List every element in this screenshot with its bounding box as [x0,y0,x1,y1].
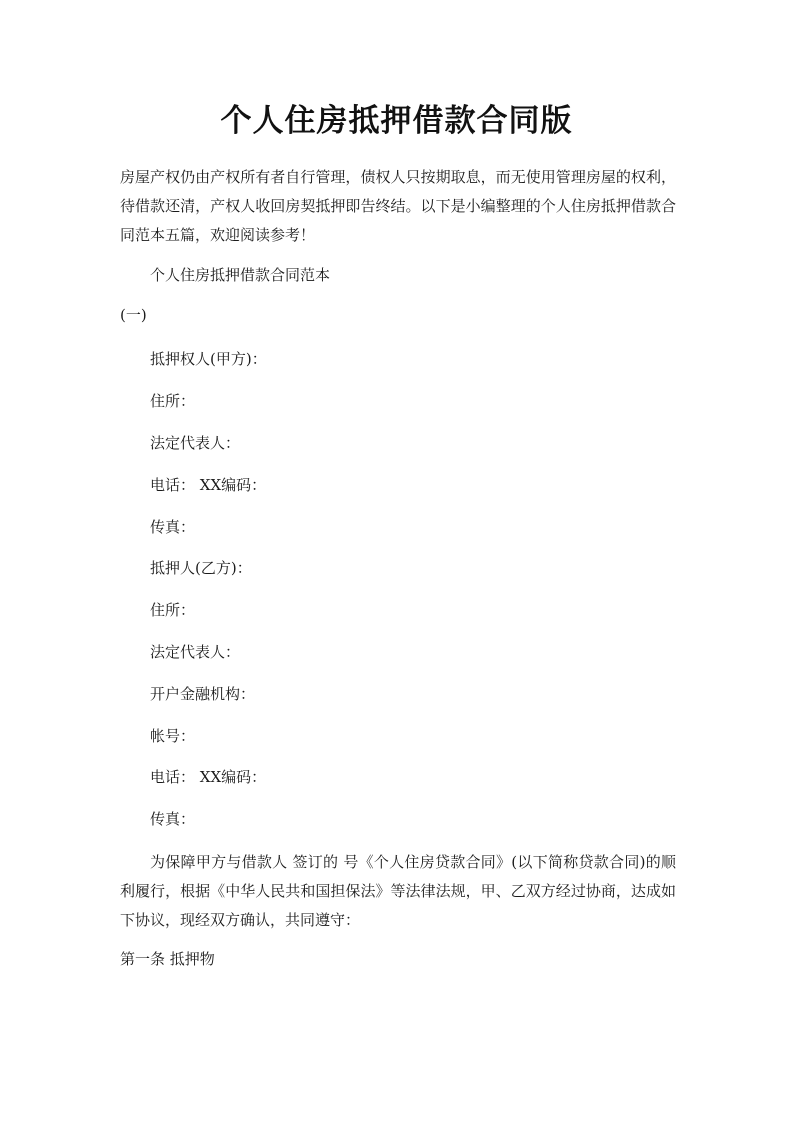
party-a-fax: 传真： [150,518,196,536]
party-b-fax: 传真： [150,810,196,828]
party-b-legal-rep: 法定代表人： [150,643,241,661]
article-1-heading: 第一条 抵押物 [120,950,215,968]
preamble-paragraph: 为保障甲方与借款人 签订的 号《个人住房贷款合同》(以下简称贷款合同)的顺利履行，根据《中华人民共和国担保法》等法律法规，甲、乙双方经过协商，达成如下协议，现经双方确认，共同遵守： [120,853,676,929]
section-number: (一) [120,306,147,324]
party-b-bank: 开户金融机构： [150,685,256,703]
party-b-label: 抵押人(乙方)： [150,559,252,577]
intro-paragraph: 房屋产权仍由产权所有者自行管理，债权人只按期取息，而无使用管理房屋的权利，待借款还清，产权人收回房契抵押即告终结。以下是小编整理的个人住房抵押借款合同范本五篇，欢迎阅读参考！ [120,168,676,244]
party-a-phone: 电话： XX编码： [150,476,267,494]
party-b-account: 帐号： [150,727,196,745]
party-b-address: 住所： [150,601,196,619]
document-title: 个人住房抵押借款合同版 [220,103,573,139]
party-b-phone: 电话： XX编码： [150,768,267,786]
section-heading: 个人住房抵押借款合同范本 [150,266,331,284]
party-a-address: 住所： [150,392,196,410]
party-a-legal-rep: 法定代表人： [150,434,241,452]
party-a-label: 抵押权人(甲方)： [150,350,267,368]
